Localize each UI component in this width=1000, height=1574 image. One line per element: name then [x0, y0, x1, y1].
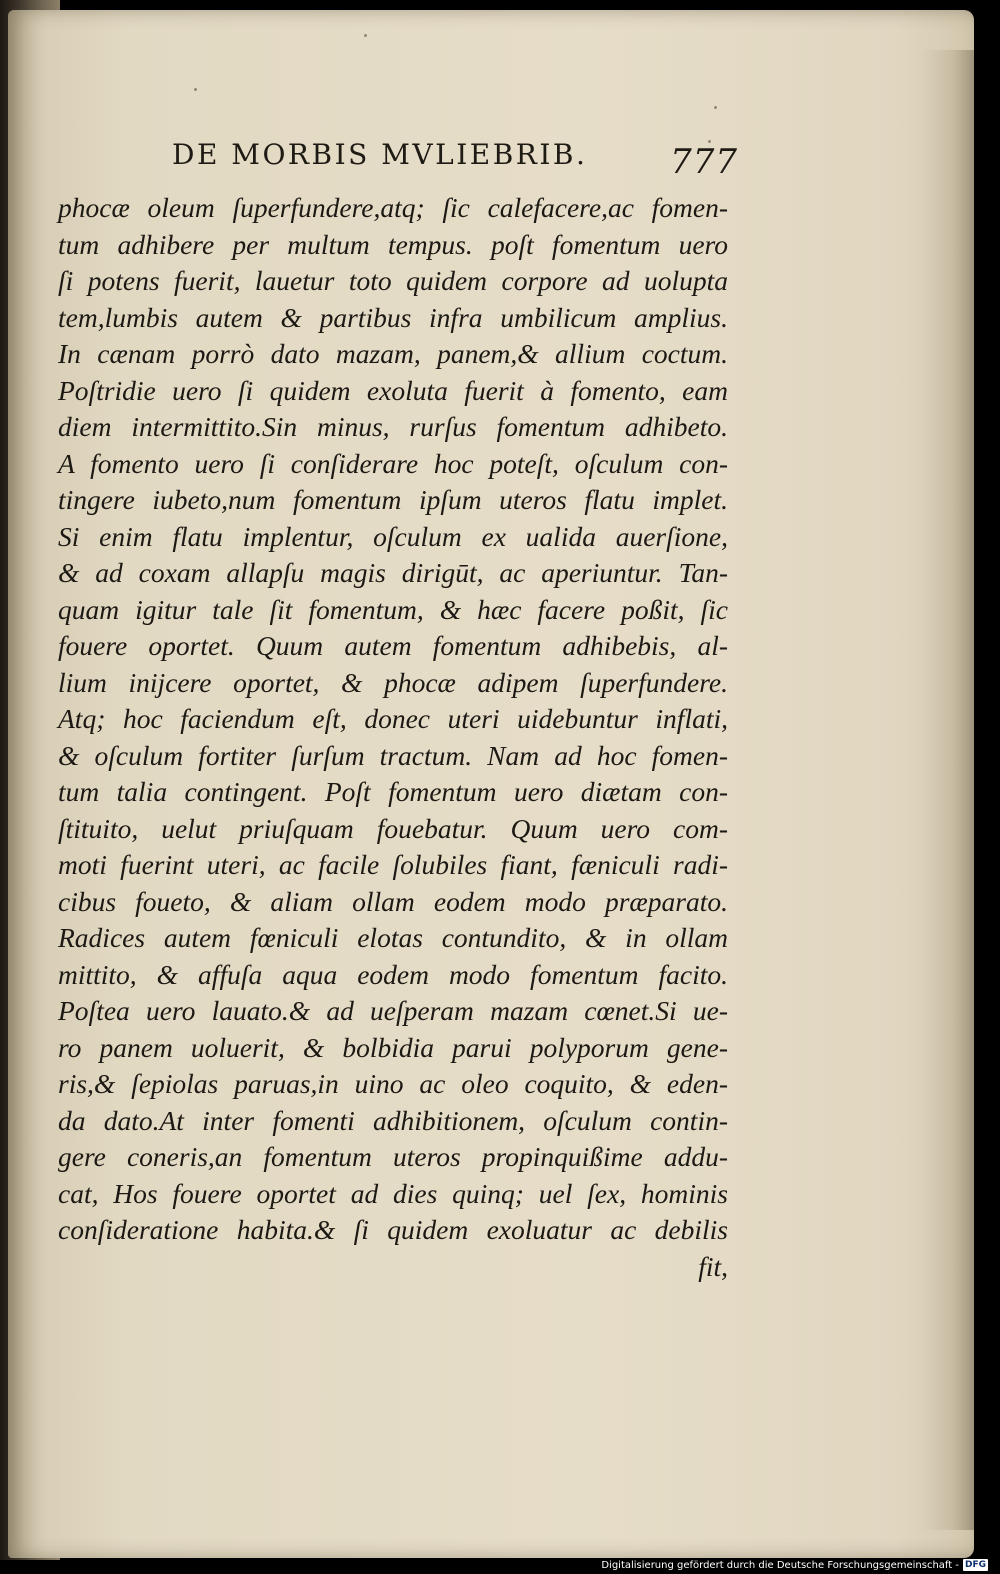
text-line: lium inijcere oportet, & phocæ adipem ſuperfundere. [58, 666, 728, 698]
text-line: Poſtridie uero ſi quidem exoluta fuerit à fomento, eam [58, 374, 728, 406]
running-head [172, 134, 738, 190]
page-edge-shadow [920, 50, 974, 1530]
body-text [58, 190, 728, 1285]
text-line: tum talia contingent. Poſt fomentum uero diætam con- [58, 776, 728, 807]
text-line: da dato.At inter fomenti adhibitionem, oſculum contin- [58, 1104, 728, 1136]
page-number: 777 [670, 142, 738, 182]
text-line: quam igitur tale ſit fomentum, & hæc facere poßit, ſic [58, 593, 728, 625]
dfg-logo: DFG [964, 1560, 986, 1570]
paper-speck [194, 88, 197, 91]
catchword: fit, [698, 1250, 728, 1282]
paper-speck [714, 106, 717, 109]
text-line: mittito, & affuſa aqua eodem modo fomentum facito. [58, 958, 728, 990]
funding-credit: Digitalisierung gefördert durch die Deutsche Forschungsgemeinschaft - [601, 1559, 959, 1571]
book-page [8, 10, 974, 1558]
text-line: Atq; hoc faciendum eſt, donec uteri uidebuntur inflati, [58, 703, 728, 734]
text-line: phocæ oleum ſuperfundere,atq; ſic calefacere,ac fomen- [58, 192, 728, 223]
text-line: tingere iubeto,num fomentum ipſum uteros flatu implet. [58, 484, 728, 515]
digitization-footer [601, 1558, 988, 1572]
paper-speck [364, 34, 367, 37]
text-line: ſi potens fuerit, lauetur toto quidem corpore ad uolupta [58, 265, 728, 296]
text-line: moti fuerint uteri, ac facile ſolubiles fiant, fæniculi radi- [58, 849, 728, 880]
text-line: & oſculum fortiter ſurſum tractum. Nam ad hoc fomen- [58, 739, 728, 771]
text-line: Poſtea uero lauato.& ad ueſperam mazam cœnet.Si ue- [58, 995, 728, 1026]
text-line: ſtituito, uelut priuſquam fouebatur. Quum uero com- [58, 812, 728, 844]
text-line: tum adhibere per multum tempus. poſt fomentum uero [58, 228, 728, 260]
text-line: gere coneris,an fomentum uteros propinquißime addu- [58, 1141, 728, 1172]
text-line: Si enim flatu implentur, oſculum ex ualida auerſione, [58, 520, 728, 552]
text-line: Radices autem fœniculi elotas contundito, & in ollam [58, 922, 728, 953]
text-line: cat, Hos fouere oportet ad dies quinq; uel ſex, hominis [58, 1177, 728, 1209]
text-line: ris,& ſepiolas paruas,in uino ac oleo coquito, & eden- [58, 1068, 728, 1099]
text-line: diem intermittito.Sin minus, rurſus fomentum adhibeto. [58, 411, 728, 442]
text-line: fouere oportet. Quum autem fomentum adhibebis, al- [58, 630, 728, 661]
text-line: In cænam porrò dato mazam, panem,& allium coctum. [58, 338, 728, 369]
text-line: cibus foueto, & aliam ollam eodem modo præparato. [58, 885, 728, 917]
text-line: conſideratione habita.& ſi quidem exoluatur ac debilis [58, 1214, 728, 1245]
running-title: DE MORBIS MVLIEBRIB. [172, 138, 588, 171]
text-line: ro panem uoluerit, & bolbidia parui polyporum gene- [58, 1031, 728, 1063]
text-line: tem,lumbis autem & partibus infra umbilicum amplius. [58, 301, 728, 333]
text-line: & ad coxam allapſu magis dirigūt, ac aperiuntur. Tan- [58, 557, 728, 588]
text-line: A fomento uero ſi conſiderare hoc poteſt, oſculum con- [58, 447, 728, 479]
